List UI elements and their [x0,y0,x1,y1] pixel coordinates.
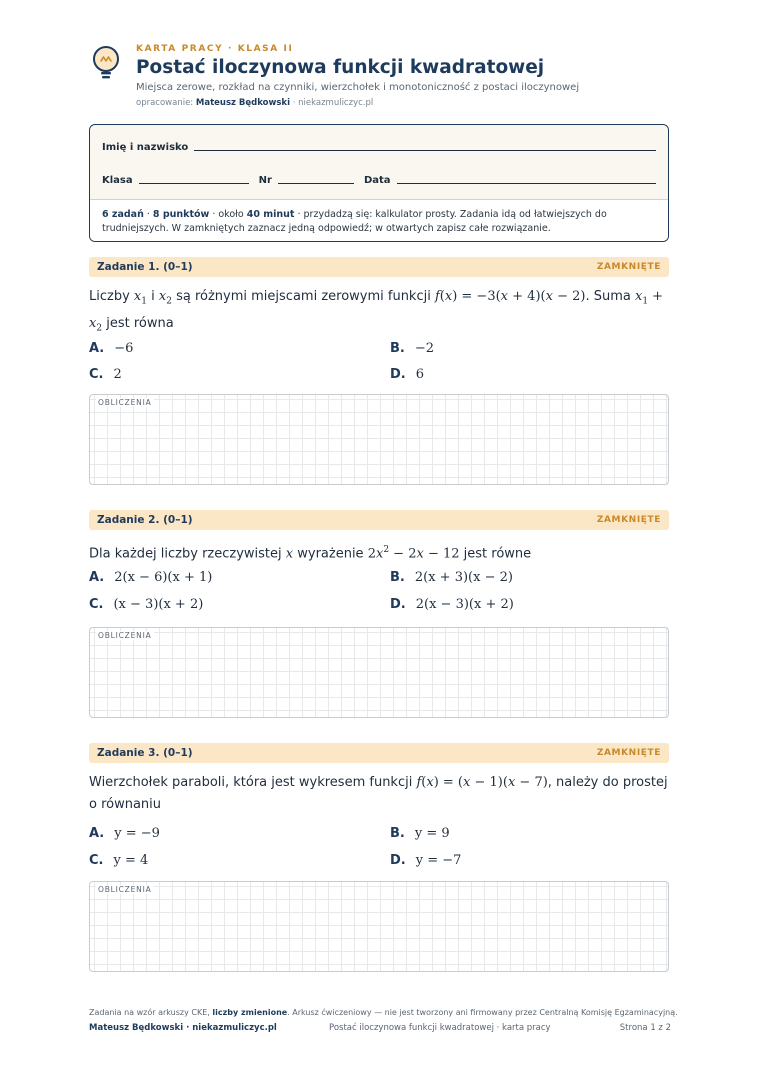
answer-value: y = 9 [414,826,450,841]
answer-letter: A. [89,826,105,841]
task-2-answer-a[interactable] [89,570,212,585]
answer-letter: B. [390,826,405,841]
answer-value: y = −9 [114,826,160,841]
note-points: 8 punktów [152,209,210,220]
footer-disclaimer [89,1008,678,1017]
footer-author: Mateusz Będkowski · niekazmuliczyc.pl [89,1023,277,1033]
answer-letter: C. [89,597,104,612]
task-3-answer-c[interactable] [89,853,148,868]
calc-label: OBLICZENIA [98,398,152,407]
answer-value: 2(x + 3)(x − 2) [414,570,513,585]
calc-label: OBLICZENIA [98,885,152,894]
page-header [90,42,670,114]
answer-value: 2(x − 6)(x + 1) [114,570,213,585]
calc-label: OBLICZENIA [98,631,152,640]
answer-letter: D. [390,853,406,868]
note-tasks: 6 zadań [102,209,144,220]
task-3-answer-b[interactable] [390,826,450,841]
page-number: Strona 1 z 2 [619,1023,671,1033]
byline-site: · niekazmuliczyc.pl [290,98,374,108]
task-2-type: ZAMKNIĘTE [596,515,661,525]
task-1-answer-b[interactable] [390,341,434,356]
task-3-label: Zadanie 3. (0–1) [97,747,193,759]
class-label: Klasa [102,175,133,186]
task-3-answer-a[interactable] [89,826,160,841]
page-title: Postać iloczynowa funkcji kwadratowej [136,57,545,78]
task-2-answer-b[interactable] [390,570,513,585]
date-field[interactable] [397,183,656,184]
name-field[interactable] [194,150,656,151]
task-2-answer-d[interactable] [390,597,514,612]
lightbulb-icon [90,44,122,82]
byline-prefix: opracowanie: [136,98,196,108]
answer-value: 6 [415,367,425,382]
footer-doc-title: Postać iloczynowa funkcji kwadratowej · karta pracy [329,1023,551,1033]
note-mid: · około [209,209,247,220]
task-3-header [89,743,669,763]
answer-letter: A. [89,341,105,356]
answer-letter: D. [390,597,406,612]
footer-note-suffix: . Arkusz ćwiczeniowy — nie jest tworzony ani firmowany przez Centralną Komisję Egzaminacyjną. [287,1008,678,1017]
answer-letter: B. [390,341,405,356]
task-1-header [89,257,669,277]
instructions-note [90,199,668,241]
task-1-answer-d[interactable] [390,367,424,382]
class-row [102,175,656,186]
name-row [102,142,656,153]
answer-value: y = −7 [415,853,462,868]
class-field[interactable] [139,183,249,184]
note-sep: · [143,209,153,220]
name-label: Imię i nazwisko [102,142,189,153]
task-1-question: Liczby $x_1$ i $x_2$ są różnymi miejscami zerowymi funkcji f(x) = −3(x + 4)(x − 2). Suma $x_1 + x_2$ jest równa [89,289,664,334]
task-3-question: Wierzchołek paraboli, która jest wykresem funkcji f(x) = (x − 1)(x − 7), należy do prostej o równaniu [89,775,668,812]
task-1-calc-area[interactable] [89,394,669,485]
answer-letter: C. [89,853,104,868]
worksheet-kicker: KARTA PRACY · KLASA II [136,44,294,54]
task-3-calc-area[interactable] [89,881,669,972]
task-1-label: Zadanie 1. (0–1) [97,261,193,273]
date-label: Data [363,175,391,186]
answer-value: −2 [414,341,435,356]
answer-letter: D. [390,367,406,382]
task-2-header [89,510,669,530]
task-2-question: Dla każdej liczby rzeczywistej x wyrażenie $2x^2 - 2x - 12$ jest równe [89,545,532,562]
nr-label: Nr [258,175,272,186]
task-2-label: Zadanie 2. (0–1) [97,514,193,526]
footer-note-prefix: Zadania na wzór arkuszy CKE, [89,1008,213,1017]
task-2-calc-area[interactable] [89,627,669,718]
task-2-answer-c[interactable] [89,597,203,612]
answer-value: (x − 3)(x + 2) [113,597,204,612]
answer-value: 2(x − 3)(x + 2) [415,597,514,612]
byline [136,98,373,108]
task-1-answer-a[interactable] [89,341,133,356]
task-1-type: ZAMKNIĘTE [596,262,661,272]
student-info-box [89,124,669,242]
answer-value: −6 [114,341,134,356]
footer-note-bold: liczby zmienione [212,1008,288,1017]
answer-value: 2 [113,367,122,382]
answer-letter: B. [390,570,405,585]
answer-value: y = 4 [113,853,149,868]
page-subtitle: Miejsca zerowe, rozkład na czynniki, wierzchołek i monotoniczność z postaci iloczynowej [136,82,580,93]
answer-letter: A. [89,570,105,585]
task-3-answer-d[interactable] [390,853,461,868]
byline-author: Mateusz Będkowski [195,98,291,108]
task-3-type: ZAMKNIĘTE [596,748,661,758]
note-rest: · przydadzą się: kalkulator prosty. Zadania idą od łatwiejszych do trudniejszych. W zamkniętych zaznacz jedną odpowiedź; w otwartych zapisz całe rozwiązanie. [102,209,607,234]
note-minutes: 40 minut [246,209,295,220]
task-1-answer-c[interactable] [89,367,122,382]
nr-field[interactable] [278,183,354,184]
answer-letter: C. [89,367,104,382]
